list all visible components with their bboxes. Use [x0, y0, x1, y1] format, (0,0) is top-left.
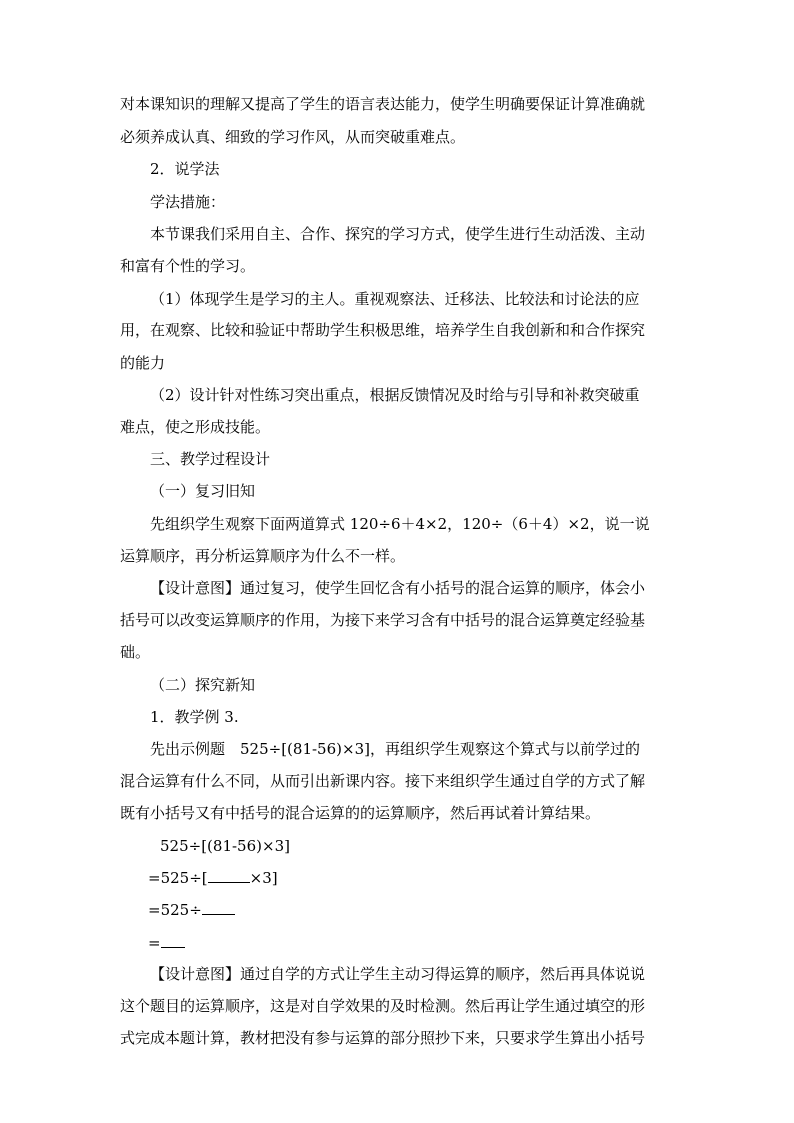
text-line: 础。: [120, 643, 151, 661]
answer-blank: [161, 932, 185, 948]
text-line: 难点，使之形成技能。: [120, 418, 271, 436]
subsection-heading: （二）探究新知: [150, 676, 256, 694]
text-line: 1．教学例 3.: [150, 708, 239, 726]
text-line: 混合运算有什么不同，从而引出新课内容。接下来组织学生通过自学的方式了解: [120, 772, 646, 790]
answer-blank: [208, 867, 250, 883]
calc-step-1: [148, 867, 278, 887]
answer-blank: [202, 899, 235, 915]
calc-expression: 525÷[(81-56)×3]: [160, 837, 290, 855]
text-line: 先出示例题 525÷[(81-56)×3]，再组织学生观察这个算式与以前学过的: [150, 740, 640, 758]
text-line: 的能力: [120, 354, 166, 372]
text-line: 括号可以改变运算顺序的作用，为接下来学习含有中括号的混合运算奠定经验基: [120, 611, 646, 629]
text-line: 对本课知识的理解又提高了学生的语言表达能力，使学生明确要保证计算准确就: [120, 95, 646, 113]
text-line: 【设计意图】通过复习，使学生回忆含有小括号的混合运算的顺序，体会小: [150, 579, 646, 597]
text-line: 学法措施：: [150, 193, 226, 211]
text-line: 先组织学生观察下面两道算式 120÷6＋4×2，120÷（6＋4）×2，说一说: [150, 515, 650, 533]
calc-step-2: [148, 899, 235, 919]
calc-step-3: [148, 932, 185, 952]
text-line: 【设计意图】通过自学的方式让学生主动习得运算的顺序，然后再具体说说: [150, 965, 646, 983]
calc-step-1-prefix: =525÷[: [148, 869, 208, 887]
calc-step-1-suffix: ×3]: [249, 869, 278, 887]
text-line: （1）体现学生是学习的主人。重视观察法、迁移法、比较法和讨论法的应: [150, 290, 640, 308]
text-line: 本节课我们采用自主、合作、探究的学习方式，使学生进行生动活泼、主动: [150, 225, 646, 243]
section-heading: 三、教学过程设计: [150, 450, 271, 468]
text-line: 运算顺序，再分析运算顺序为什么不一样。: [120, 547, 406, 565]
text-line: 必须养成认真、细致的学习作风，从而突破重难点。: [120, 128, 466, 146]
text-line: 2．说学法: [150, 160, 220, 178]
text-line: 和富有个性的学习。: [120, 257, 256, 275]
text-line: 这个题目的运算顺序，这是对自学效果的及时检测。然后再让学生通过填空的形: [120, 997, 646, 1015]
subsection-heading: （一）复习旧知: [150, 482, 256, 500]
text-line: 式完成本题计算，教材把没有参与运算的部分照抄下来，只要求学生算出小括号: [120, 1029, 646, 1047]
calc-step-3-prefix: =: [148, 934, 161, 952]
calc-step-2-prefix: =525÷: [148, 901, 202, 919]
text-line: （2）设计针对性练习突出重点，根据反馈情况及时给与引导和补救突破重: [150, 386, 640, 404]
text-line: 用，在观察、比较和验证中帮助学生积极思维，培养学生自我创新和和合作探究: [120, 321, 646, 339]
text-line: 既有小括号又有中括号的混合运算的的运算顺序，然后再试着计算结果。: [120, 804, 601, 822]
